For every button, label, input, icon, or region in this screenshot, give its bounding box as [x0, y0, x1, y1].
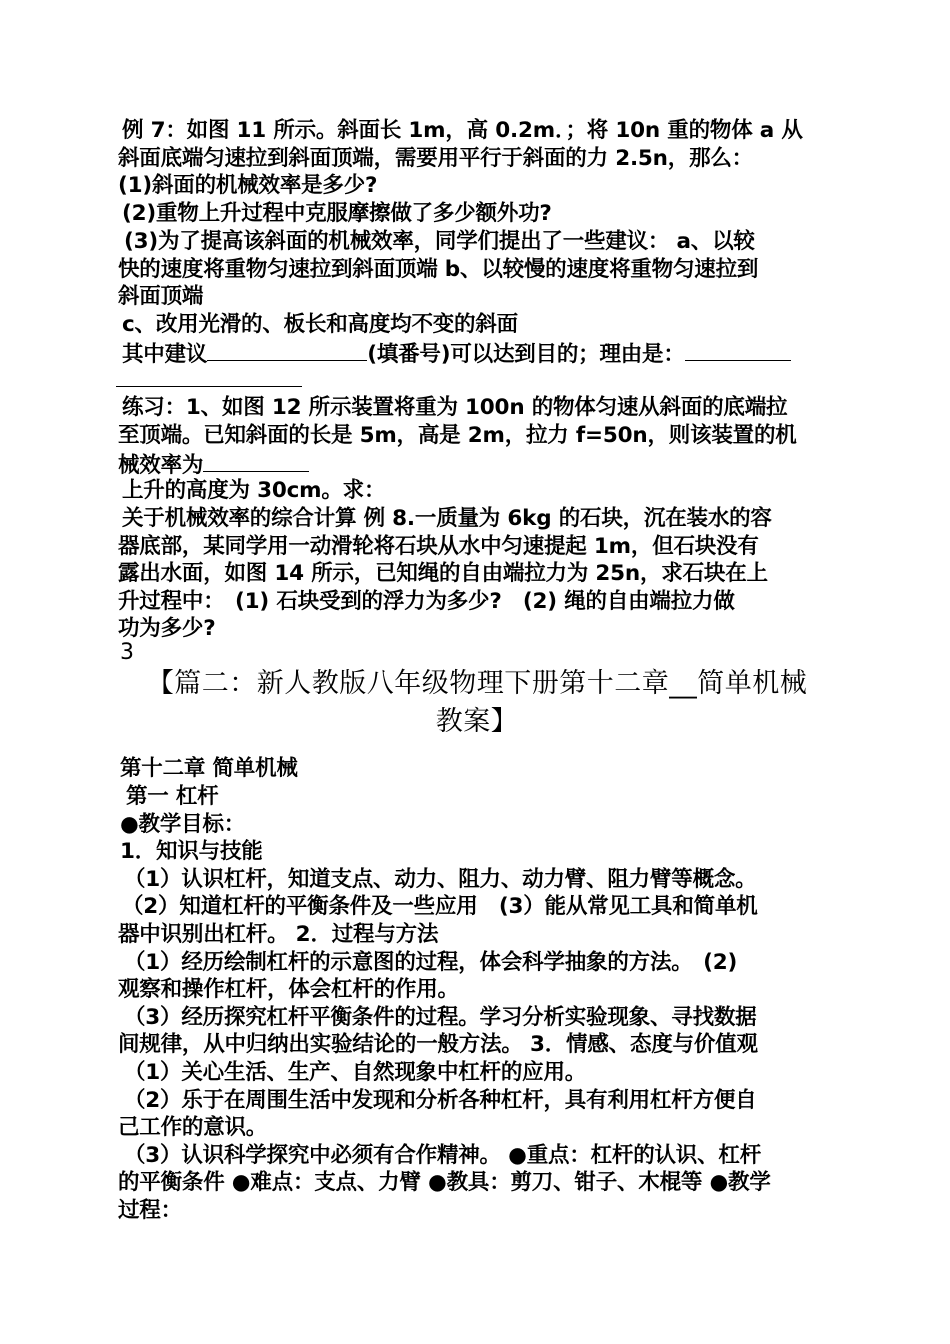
- text-line: (3)为了提高该斜面的机械效率，同学们提出了一些建议： a、以较: [124, 229, 755, 254]
- section-title-continued: 教案】: [435, 706, 519, 737]
- text-line: (1)斜面的机械效率是多少?: [118, 173, 378, 198]
- text-line: (2)重物上升过程中克服摩擦做了多少额外功?: [122, 201, 552, 226]
- chapter-heading: 第十二章 简单机械: [120, 756, 298, 781]
- text-line: 己工作的意识。: [118, 1115, 268, 1140]
- page-number: 3: [120, 640, 134, 665]
- answer-blank[interactable]: [685, 340, 791, 361]
- text-line: 上升的高度为 30cm。求：: [122, 478, 386, 503]
- text-line: 关于机械效率的综合计算 例 8.一质量为 6kg 的石块，沉在装水的容: [122, 506, 772, 531]
- text-line: 例 7：如图 11 所示。斜面长 1m，高 0.2m．；将 10n 重的物体 a 从: [122, 118, 803, 143]
- text-line: 过程：: [118, 1198, 182, 1223]
- suggestion-middle: (填番号)可以达到目的；理由是：: [367, 342, 685, 367]
- text-line: 器中识别出杠杆。 2．过程与方法: [118, 922, 439, 947]
- text-line: 器底部，某同学用一动滑轮将石块从水中匀速提起 1m，但石块没有: [118, 534, 759, 559]
- text-line: （2）知道杠杆的平衡条件及一些应用 (3）能从常见工具和简单机: [122, 894, 758, 919]
- suggestion-line: [122, 340, 791, 368]
- text-line: 的平衡条件 ●难点：支点、力臂 ●教具：剪刀、钳子、木棍等 ●教学: [118, 1170, 771, 1195]
- text-line: 1．知识与技能: [120, 839, 263, 864]
- text-line: 至顶端。已知斜面的长是 5m，高是 2m，拉力 f=50n，则该装置的机: [118, 423, 797, 448]
- text-line: （2）乐于在周围生活中发现和分析各种杠杆，具有利用杠杆方便自: [124, 1088, 757, 1113]
- text-line: 功为多少?: [118, 616, 216, 641]
- section-heading: 第一 杠杆: [126, 784, 219, 809]
- efficiency-line: [118, 451, 309, 479]
- text-line: （1）关心生活、生产、自然现象中杠杆的应用。: [124, 1060, 587, 1085]
- answer-blank-continued[interactable]: [116, 386, 302, 387]
- text-line: 间规律，从中归纳出实验结论的一般方法。 3．情感、态度与价值观: [118, 1032, 758, 1057]
- section-title: 【篇二：新人教版八年级物理下册第十二章__简单机械: [146, 668, 808, 699]
- text-line: 快的速度将重物匀速拉到斜面顶端 b、以较慢的速度将重物匀速拉到: [118, 257, 759, 282]
- text-line: 观察和操作杠杆，体会杠杆的作用。: [118, 977, 459, 1002]
- suggestion-prefix: 其中建议: [122, 342, 208, 367]
- text-line: c、改用光滑的、板长和高度均不变的斜面: [122, 312, 518, 337]
- text-line: 露出水面，如图 14 所示，已知绳的自由端拉力为 25n，求石块在上: [118, 561, 768, 586]
- text-line: （3）经历探究杠杆平衡条件的过程。学习分析实验现象、寻找数据: [124, 1005, 757, 1030]
- text-line: （1）认识杠杆，知道支点、动力、阻力、动力臂、阻力臂等概念。: [124, 867, 757, 892]
- answer-blank[interactable]: [207, 340, 367, 361]
- efficiency-label: 械效率为: [118, 453, 204, 478]
- answer-blank[interactable]: [203, 451, 309, 472]
- text-line: ●教学目标：: [120, 812, 246, 837]
- text-line: 斜面顶端: [118, 284, 204, 309]
- text-line: （3）认识科学探究中必须有合作精神。 ●重点：杠杆的认识、杠杆: [124, 1143, 762, 1168]
- text-line: （1）经历绘制杠杆的示意图的过程，体会科学抽象的方法。 (2): [124, 950, 738, 975]
- text-line: 升过程中： (1) 石块受到的浮力为多少? (2) 绳的自由端拉力做: [118, 589, 735, 614]
- text-line: 斜面底端匀速拉到斜面顶端，需要用平行于斜面的力 2.5n，那么：: [118, 146, 753, 171]
- text-line: 练习：1、如图 12 所示装置将重为 100n 的物体匀速从斜面的底端拉: [122, 395, 788, 420]
